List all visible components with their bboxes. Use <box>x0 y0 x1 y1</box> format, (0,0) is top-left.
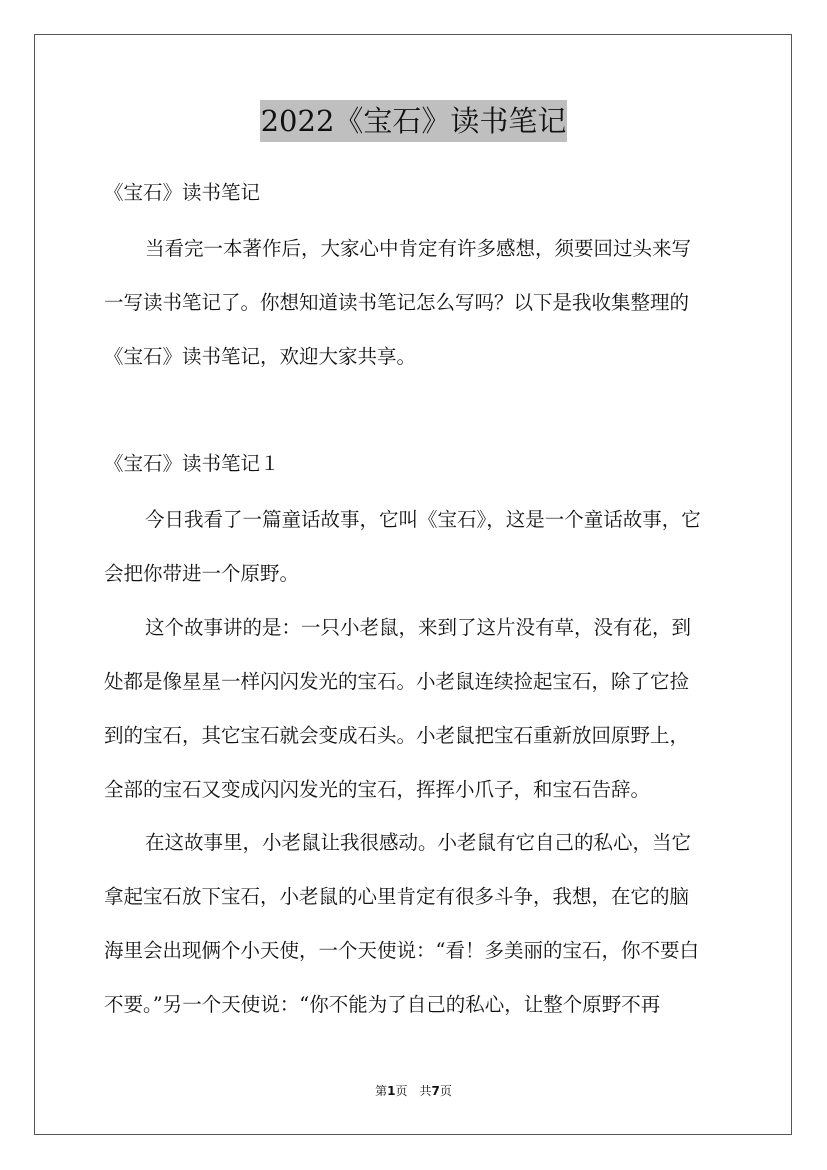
paragraph-line: 今日我看了一篇童话故事，它叫《宝石》，这是一个童话故事，它 <box>145 508 701 531</box>
paragraph-line: 海里会出现俩个小天使，一个天使说：“看！多美丽的宝石，你不要白 <box>104 939 699 962</box>
paragraph-line: 《宝石》读书笔记，欢迎大家共享。 <box>104 345 417 368</box>
paragraph-line: 会把你带进一个原野。 <box>104 562 300 585</box>
section-heading: 《宝石》读书笔记 <box>104 181 261 204</box>
document-title: 2022《宝石》读书笔记 <box>260 100 568 142</box>
page-footer <box>0 1083 827 1099</box>
paragraph-line: 这个故事讲的是：一只小老鼠，来到了这片没有草，没有花，到 <box>145 616 692 639</box>
paragraph-line: 在这故事里，小老鼠让我很感动。小老鼠有它自己的私心，当它 <box>145 831 692 854</box>
current-page-number: 1 <box>387 1084 396 1098</box>
paragraph-line: 不要。”另一个天使说：“你不能为了自己的私心，让整个原野不再 <box>104 993 661 1016</box>
title-container <box>0 100 827 142</box>
footer-middle: 页 共 <box>395 1084 432 1098</box>
paragraph-line: 到的宝石，其它宝石就会变成石头。小老鼠把宝石重新放回原野上， <box>104 724 690 747</box>
paragraph-line: 一写读书笔记了。你想知道读书笔记怎么写吗？以下是我收集整理的 <box>104 291 690 314</box>
total-pages-number: 7 <box>431 1084 440 1098</box>
section-heading: 《宝石》读书笔记１ <box>104 452 280 475</box>
footer-prefix: 第 <box>375 1084 388 1098</box>
paragraph-line: 全部的宝石又变成闪闪发光的宝石，挥挥小爪子，和宝石告辞。 <box>104 778 651 801</box>
paragraph-line: 拿起宝石放下宝石，小老鼠的心里肯定有很多斗争，我想，在它的脑 <box>104 885 690 908</box>
paragraph-line: 当看完一本著作后，大家心中肯定有许多感想，须要回过头来写 <box>145 237 692 260</box>
paragraph-line: 处都是像星星一样闪闪发光的宝石。小老鼠连续捡起宝石，除了它捡 <box>104 670 690 693</box>
footer-suffix: 页 <box>439 1084 452 1098</box>
